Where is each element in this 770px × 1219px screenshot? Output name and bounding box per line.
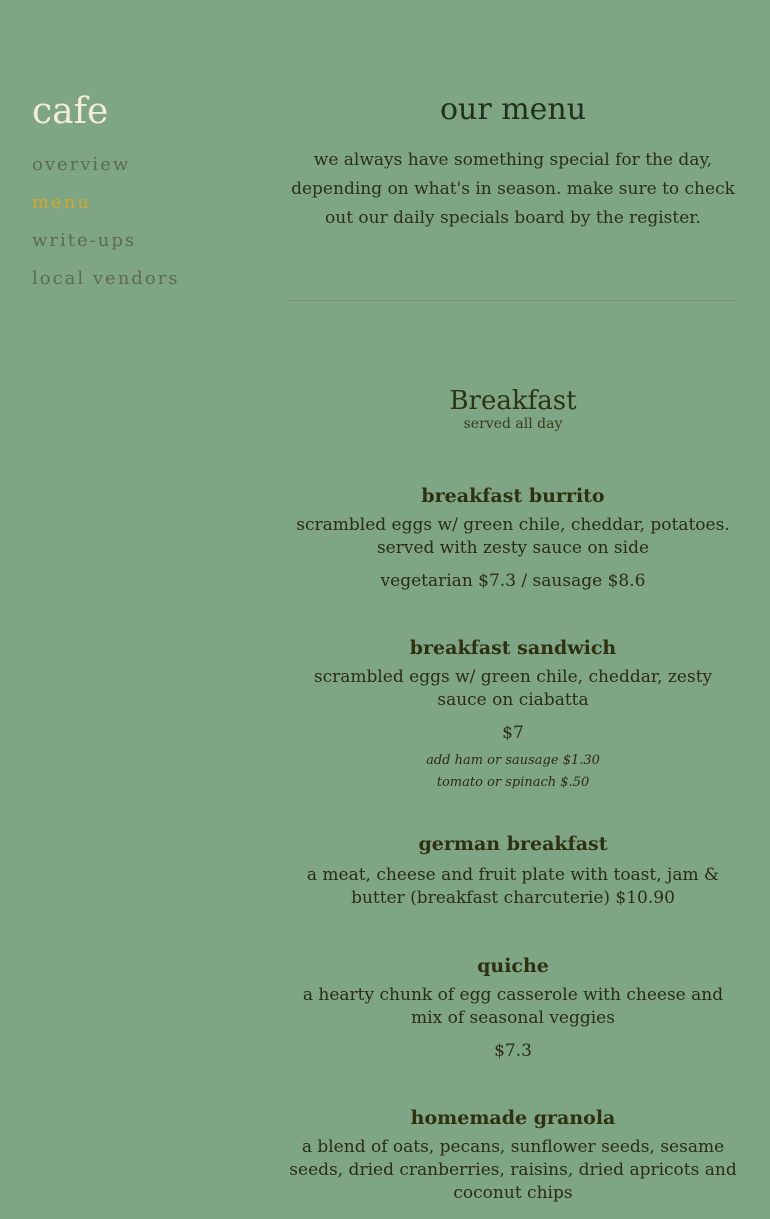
nav-item-overview[interactable]: overview [32, 154, 131, 175]
menu-item-name: homemade granola [410, 1107, 616, 1129]
nav-item-local-vendors[interactable]: local vendors [32, 268, 180, 289]
sidebar-nav [32, 146, 252, 298]
site-brand[interactable]: cafe [32, 91, 109, 132]
nav-item-write-ups[interactable]: write-ups [32, 230, 137, 251]
menu-item [288, 636, 738, 794]
divider [288, 300, 738, 301]
menu-item-extra: add ham or sausage $1.30 [426, 753, 600, 768]
menu-item [288, 1106, 738, 1205]
section-title: Breakfast [449, 386, 577, 416]
page-title: our menu [439, 92, 587, 127]
menu-item [288, 484, 738, 592]
menu-item-extra: tomato or spinach $.50 [436, 775, 590, 790]
sidebar [32, 92, 252, 298]
menu-item-description: scrambled eggs w/ green chile, cheddar, zesty sauce on ciabatta [313, 667, 713, 710]
menu-item-price: vegetarian $7.3 / sausage $8.6 [380, 571, 646, 591]
menu-item-extras [288, 750, 738, 794]
menu-item-description: scrambled eggs w/ green chile, cheddar, potatoes. served with zesty sauce on side [296, 515, 730, 558]
menu-item-name: quiche [477, 955, 549, 977]
menu-item-price: $7.3 [494, 1041, 532, 1061]
menu-item [288, 954, 738, 1062]
section-subtitle: served all day [463, 416, 563, 432]
menu-items [288, 484, 738, 1205]
menu-item-description: a meat, cheese and fruit plate with toast, jam & butter (breakfast charcuterie) $10.90 [306, 865, 720, 908]
breakfast-section [288, 386, 738, 1205]
menu-intro: we always have something special for the day, depending on what's in season. make sure to check out our daily specials board by the register. [291, 150, 735, 228]
menu-item-description: a hearty chunk of egg casserole with cheese and mix of seasonal veggies [302, 985, 724, 1028]
main-content [288, 92, 738, 1205]
menu-item-name: german breakfast [418, 833, 608, 855]
menu-item-name: breakfast sandwich [409, 637, 617, 659]
menu-item [288, 832, 738, 910]
menu-item-name: breakfast burrito [421, 485, 605, 507]
nav-item-menu[interactable]: menu [32, 192, 91, 213]
menu-item-description: a blend of oats, pecans, sunflower seeds, sesame seeds, dried cranberries, raisins, dried apricots and coconut chips [289, 1137, 737, 1203]
menu-item-price: $7 [502, 723, 524, 743]
